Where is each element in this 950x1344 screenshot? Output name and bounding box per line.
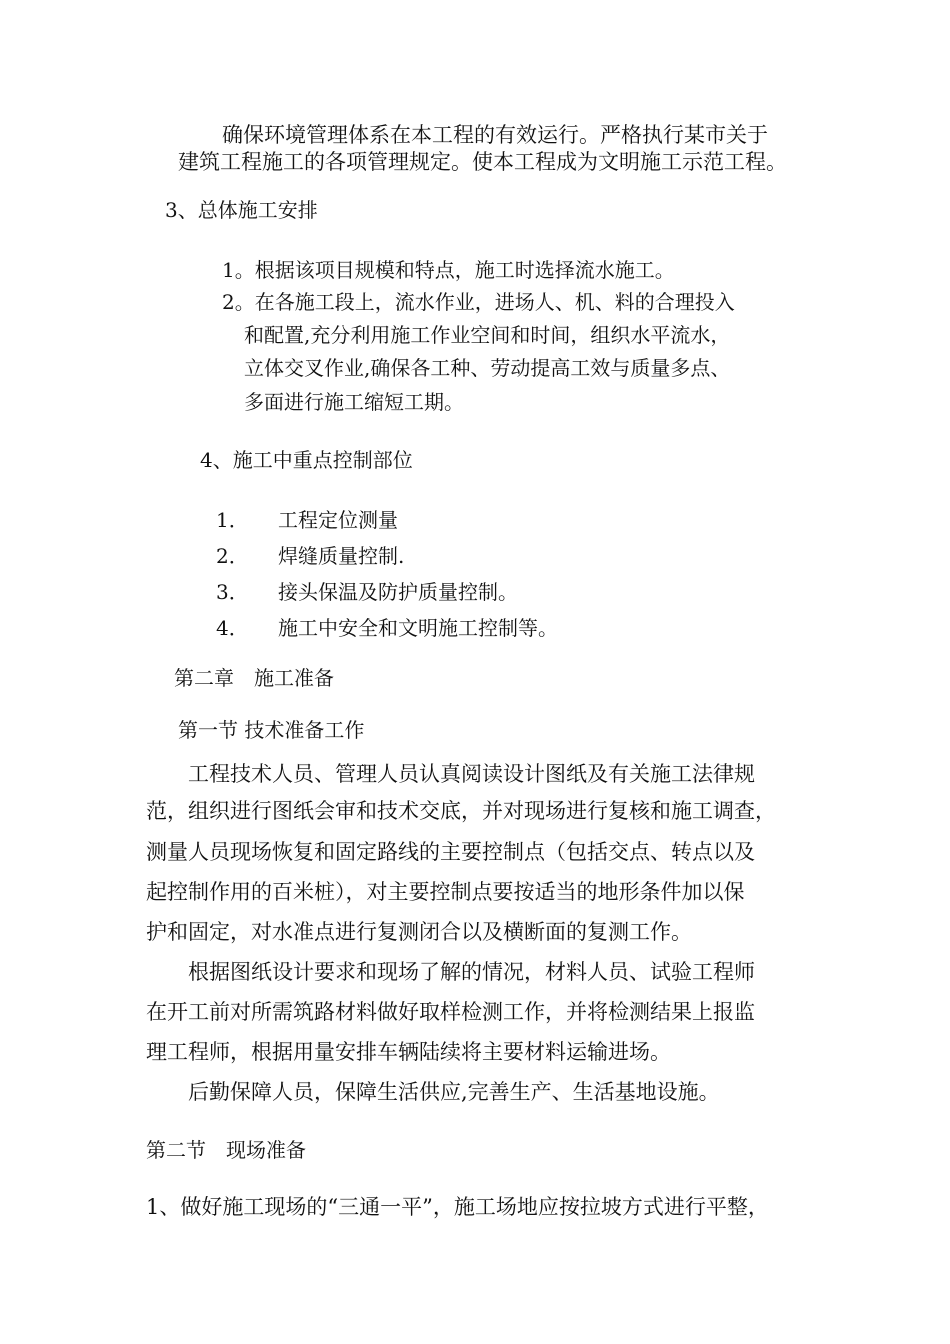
section-4-item-1-text: 工程定位测量 xyxy=(278,508,398,532)
section-4-item-4-number: 4． xyxy=(216,616,249,640)
chapter-2-section-2-title: 第二节 现场准备 xyxy=(146,1138,306,1162)
section-2-item-1: 1、做好施工现场的“三通一平”，施工场地应按拉坡方式进行平整， xyxy=(146,1195,769,1219)
section-1-para-1-line-4: 起控制作用的百米桩），对主要控制点要按适当的地形条件加以保 xyxy=(146,880,745,904)
section-1-para-1-line-3: 测量人员现场恢复和固定路线的主要控制点（包括交点、转点以及 xyxy=(146,840,755,864)
section-3-item-2-line-4: 多面进行施工缩短工期。 xyxy=(244,390,464,414)
section-3-item-2-line-1: 2。在各施工段上，流水作业，进场人、机、料的合理投入 xyxy=(222,290,735,314)
section-3-item-2-line-3: 立体交叉作业,确保各工种、劳动提高工效与质量多点、 xyxy=(244,356,731,380)
section-1-para-2-line-2: 在开工前对所需筑路材料做好取样检测工作，并将检测结果上报监 xyxy=(146,1000,755,1024)
section-4-item-3-text: 接头保温及防护质量控制。 xyxy=(278,580,518,604)
section-1-para-3: 后勤保障人员，保障生活供应,完善生产、生活基地设施。 xyxy=(188,1080,720,1104)
chapter-2-title: 第二章 施工准备 xyxy=(174,666,334,690)
section-4-item-2-number: 2． xyxy=(216,544,249,568)
intro-line-2: 建筑工程施工的各项管理规定。使本工程成为文明施工示范工程。 xyxy=(178,150,787,174)
intro-line-1: 确保环境管理体系在本工程的有效运行。严格执行某市关于 xyxy=(222,123,768,147)
section-1-para-1-line-5: 护和固定，对水准点进行复测闭合以及横断面的复测工作。 xyxy=(146,920,692,944)
section-1-para-1-line-1: 工程技术人员、管理人员认真阅读设计图纸及有关施工法律规 xyxy=(188,762,755,786)
section-3-heading: 3、总体施工安排 xyxy=(165,198,318,222)
section-1-para-1-line-2: 范，组织进行图纸会审和技术交底，并对现场进行复核和施工调查， xyxy=(146,799,776,823)
section-4-item-2-text: 焊缝质量控制. xyxy=(278,544,405,568)
section-3-item-2-line-2: 和配置,充分利用施工作业空间和时间，组织水平流水， xyxy=(244,323,731,347)
section-1-para-2-line-1: 根据图纸设计要求和现场了解的情况，材料人员、试验工程师 xyxy=(188,960,755,984)
section-1-para-2-line-3: 理工程师，根据用量安排车辆陆续将主要材料运输进场。 xyxy=(146,1040,671,1064)
section-3-item-1: 1。根据该项目规模和特点，施工时选择流水施工。 xyxy=(222,258,675,282)
section-4-item-4-text: 施工中安全和文明施工控制等。 xyxy=(278,616,558,640)
section-4-item-3-number: 3． xyxy=(216,580,249,604)
section-4-item-1-number: 1． xyxy=(216,508,249,532)
section-4-heading: 4、施工中重点控制部位 xyxy=(200,448,413,472)
chapter-2-section-1-title: 第一节 技术准备工作 xyxy=(178,718,365,742)
